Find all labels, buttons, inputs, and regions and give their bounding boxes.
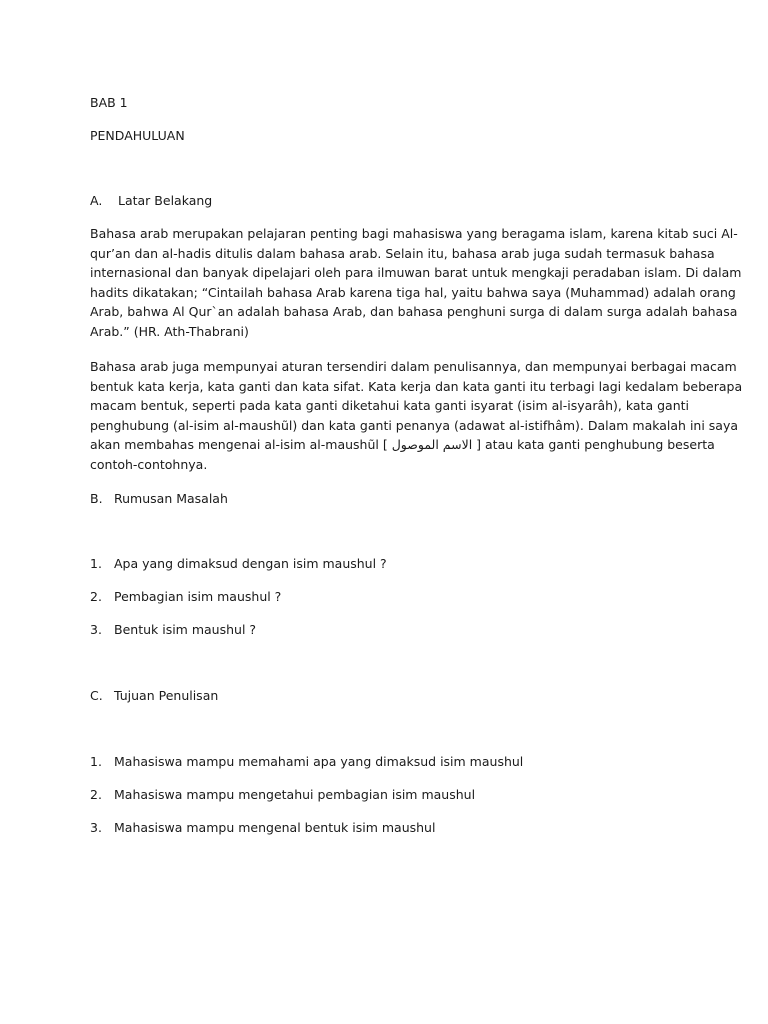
paragraph-arabic-rules — [90, 357, 743, 475]
list-text: Apa yang dimaksud dengan isim maushul ? — [114, 556, 387, 571]
list-text: Mahasiswa mampu memahami apa yang dimaksud isim maushul — [114, 754, 524, 769]
list-number: 2. — [90, 787, 102, 802]
list-number: 2. — [90, 589, 102, 604]
list-text: Mahasiswa mampu mengetahui pembagian isim maushul — [114, 787, 476, 802]
paragraph-line: bentuk kata kerja, kata ganti dan kata sifat. Kata kerja dan kata ganti itu terbagi lagi kedalam beberapa — [90, 378, 743, 394]
section-a-title: Latar Belakang — [118, 193, 213, 208]
paragraph-line: Arab, bahwa Al Qur`an adalah bahasa Arab, dan bahasa penghuni surga di dalam surga adalah bahasa — [90, 304, 738, 320]
list-number: 1. — [90, 754, 102, 769]
chapter-title: PENDAHULUAN — [90, 128, 185, 143]
list-text: Bentuk isim maushul ? — [114, 622, 257, 637]
section-b-title: Rumusan Masalah — [114, 491, 228, 506]
paragraph-line: Arab.” (HR. Ath-Thabrani) — [90, 323, 249, 339]
paragraph-line: Bahasa arab merupakan pelajaran penting bagi mahasiswa yang beragama islam, karena kitab suci Al- — [90, 226, 738, 241]
section-b-marker: B. — [90, 491, 103, 506]
paragraph-line: qur’an dan al-hadis ditulis dalam bahasa arab. Selain itu, bahasa arab juga sudah termasuk bahasa — [90, 245, 715, 261]
list-text: Pembagian isim maushul ? — [114, 589, 282, 604]
list-number: 3. — [90, 622, 102, 637]
section-c-marker: C. — [90, 688, 103, 703]
paragraph-line: macam bentuk, seperti pada kata ganti diketahui kata ganti isyarat (isim al-isyarâh), kata ganti — [90, 398, 689, 414]
chapter-number: BAB 1 — [90, 95, 128, 110]
paragraph-line: Bahasa arab juga mempunyai aturan tersendiri dalam penulisannya, dan mempunyai berbagai macam — [90, 359, 737, 374]
section-a-marker: A. — [90, 193, 103, 208]
paragraph-line: contoh-contohnya. — [90, 456, 208, 472]
paragraph-line: hadits dikatakan; “Cintailah bahasa Arab karena tiga hal, yaitu bahwa saya (Muhammad) adalah orang — [90, 284, 736, 300]
paragraph-background — [90, 224, 742, 342]
paragraph-line: penghubung (al-isim al-maushũl) dan kata ganti penanya (adawat al-istifhâm). Dalam makalah ini saya — [90, 417, 739, 433]
paragraph-line: akan membahas mengenai al-isim al-maushũl [ الاسم الموصول ] atau kata ganti penghubung beserta — [90, 437, 715, 453]
list-number: 3. — [90, 820, 102, 835]
list-text: Mahasiswa mampu mengenal bentuk isim maushul — [114, 820, 436, 835]
section-c-title: Tujuan Penulisan — [114, 688, 219, 703]
paragraph-line: internasional dan banyak dipelajari oleh para ilmuwan barat untuk mengkaji peradaban islam. Di dalam — [90, 265, 742, 281]
list-number: 1. — [90, 556, 102, 571]
